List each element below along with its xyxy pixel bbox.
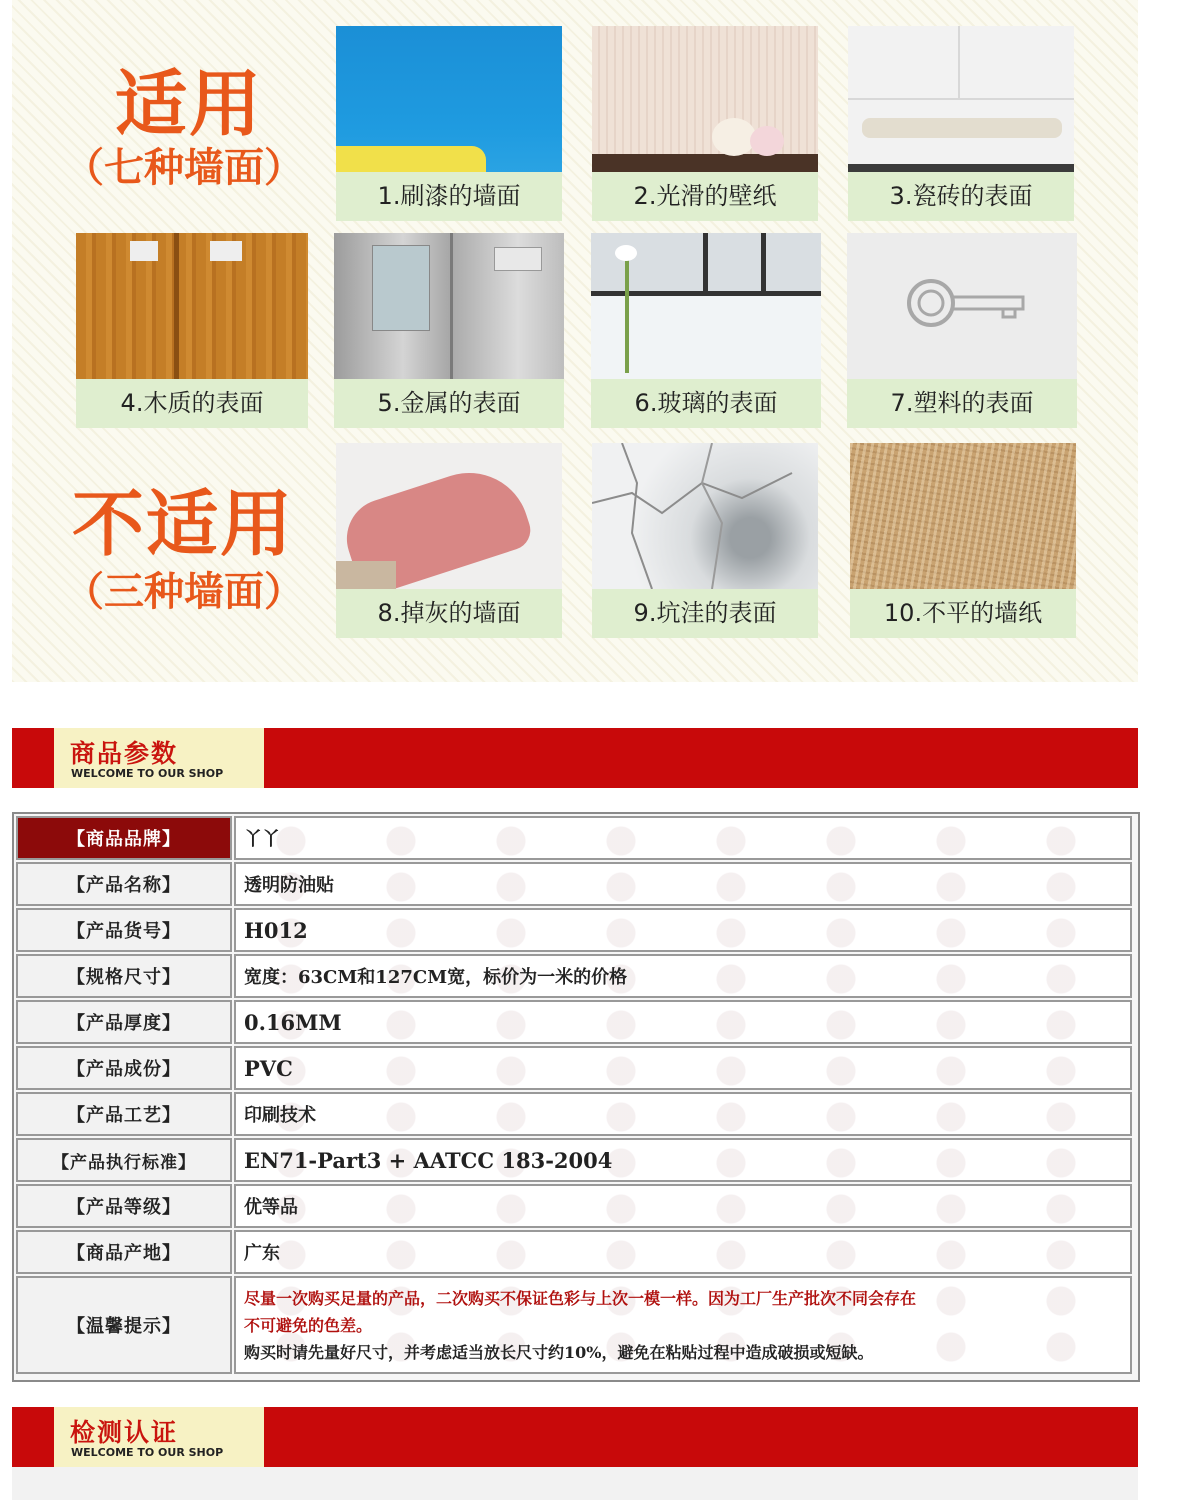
param-key: 【产品成份】: [16, 1046, 232, 1090]
tile-caption: 4.木质的表面: [76, 379, 308, 428]
param-key: 【规格尺寸】: [16, 954, 232, 998]
param-key: 【商品产地】: [16, 1230, 232, 1274]
tips-cell: [234, 1276, 1132, 1374]
table-row: [14, 1092, 1134, 1136]
param-key: 【产品名称】: [16, 862, 232, 906]
dusty-wall-photo: [336, 443, 562, 589]
banner-subtitle: WELCOME TO OUR SHOP: [71, 767, 224, 780]
crack-lines: [592, 443, 818, 589]
param-value: 透明防油贴: [234, 862, 1132, 906]
param-key: 【产品执行标准】: [16, 1138, 232, 1182]
tip-line-3: 购买时请先量好尺寸，并考虑适当放长尺寸约10%，避免在粘贴过程中造成破损或短缺。: [244, 1342, 874, 1362]
param-value: EN71-Part3 + AATCC 183-2004: [234, 1138, 1132, 1182]
table-row: [14, 816, 1134, 860]
ceramic-tile-photo: [848, 26, 1074, 172]
tile-caption: 6.玻璃的表面: [591, 379, 821, 428]
tip-line-2: 不可避免的色差。: [244, 1315, 373, 1335]
table-row: [14, 862, 1134, 906]
suitable-title: 适用: [115, 61, 264, 146]
param-value: 优等品: [234, 1184, 1132, 1228]
unsuitable-subtitle: （三种墙面）: [64, 568, 304, 615]
param-key: 【产品等级】: [16, 1184, 232, 1228]
certification-section-body: [12, 1467, 1138, 1500]
table-row: [14, 954, 1134, 998]
painted-wall-photo: [336, 26, 562, 172]
tile-caption: 9.坑洼的表面: [592, 589, 818, 638]
banner-subtitle: WELCOME TO OUR SHOP: [71, 1446, 224, 1459]
tile-caption: 5.金属的表面: [334, 379, 564, 428]
table-row: [14, 1184, 1134, 1228]
param-value: 广东: [234, 1230, 1132, 1274]
tile-caption: 8.掉灰的墙面: [336, 589, 562, 638]
param-key: 【产品工艺】: [16, 1092, 232, 1136]
tile-glass-surface: [591, 233, 821, 428]
tile-caption: 10.不平的墙纸: [850, 589, 1076, 638]
param-value: 宽度：63CM和127CM宽，标价为一米的价格: [234, 954, 1132, 998]
tile-uneven-wallpaper: [850, 443, 1076, 638]
table-row-tips: [14, 1276, 1134, 1374]
section-banner-certification: [12, 1407, 1138, 1467]
tile-metal-surface: [334, 233, 564, 428]
pitted-surface-photo: [592, 443, 818, 589]
unsuitable-title: 不适用: [72, 481, 295, 566]
param-value: PVC: [234, 1046, 1132, 1090]
tile-pitted-surface: [592, 443, 818, 638]
tile-ceramic-tile: [848, 26, 1074, 221]
table-row: [14, 1230, 1134, 1274]
tile-dusty-wall: [336, 443, 562, 638]
param-key: 【商品品牌】: [16, 816, 232, 860]
tile-caption: 7.塑料的表面: [847, 379, 1077, 428]
uneven-wallpaper-photo: [850, 443, 1076, 589]
key-icon: [847, 233, 1077, 379]
metal-surface-photo: [334, 233, 564, 379]
table-row: [14, 908, 1134, 952]
tile-caption: 1.刷漆的墙面: [336, 172, 562, 221]
tile-caption: 3.瓷砖的表面: [848, 172, 1074, 221]
table-row: [14, 1000, 1134, 1044]
param-key: 【产品厚度】: [16, 1000, 232, 1044]
wood-surface-photo: [76, 233, 308, 379]
tile-smooth-wallpaper: [592, 26, 818, 221]
product-params-table: [12, 812, 1140, 1382]
param-value: 印刷技术: [234, 1092, 1132, 1136]
param-value: 0.16MM: [234, 1000, 1132, 1044]
tile-plastic-surface: [847, 233, 1077, 428]
param-value: H012: [234, 908, 1132, 952]
smooth-wallpaper-photo: [592, 26, 818, 172]
param-key: 【产品货号】: [16, 908, 232, 952]
table-row: [14, 1046, 1134, 1090]
suitable-subtitle: （七种墙面）: [64, 144, 304, 191]
tile-wood-surface: [76, 233, 308, 428]
plastic-surface-photo: [847, 233, 1077, 379]
glass-surface-photo: [591, 233, 821, 379]
param-value: 丫丫: [234, 816, 1132, 860]
banner-title: 商品参数: [70, 739, 179, 768]
tile-caption: 2.光滑的壁纸: [592, 172, 818, 221]
banner-title: 检测认证: [70, 1418, 179, 1447]
param-key: 【温馨提示】: [16, 1276, 232, 1374]
table-row: [14, 1138, 1134, 1182]
tile-painted-wall: [336, 26, 562, 221]
section-banner-params: [12, 728, 1138, 788]
tip-line-1: 尽量一次购买足量的产品，二次购买不保证色彩与上次一模一样。因为工厂生产批次不同会存在: [244, 1288, 917, 1308]
